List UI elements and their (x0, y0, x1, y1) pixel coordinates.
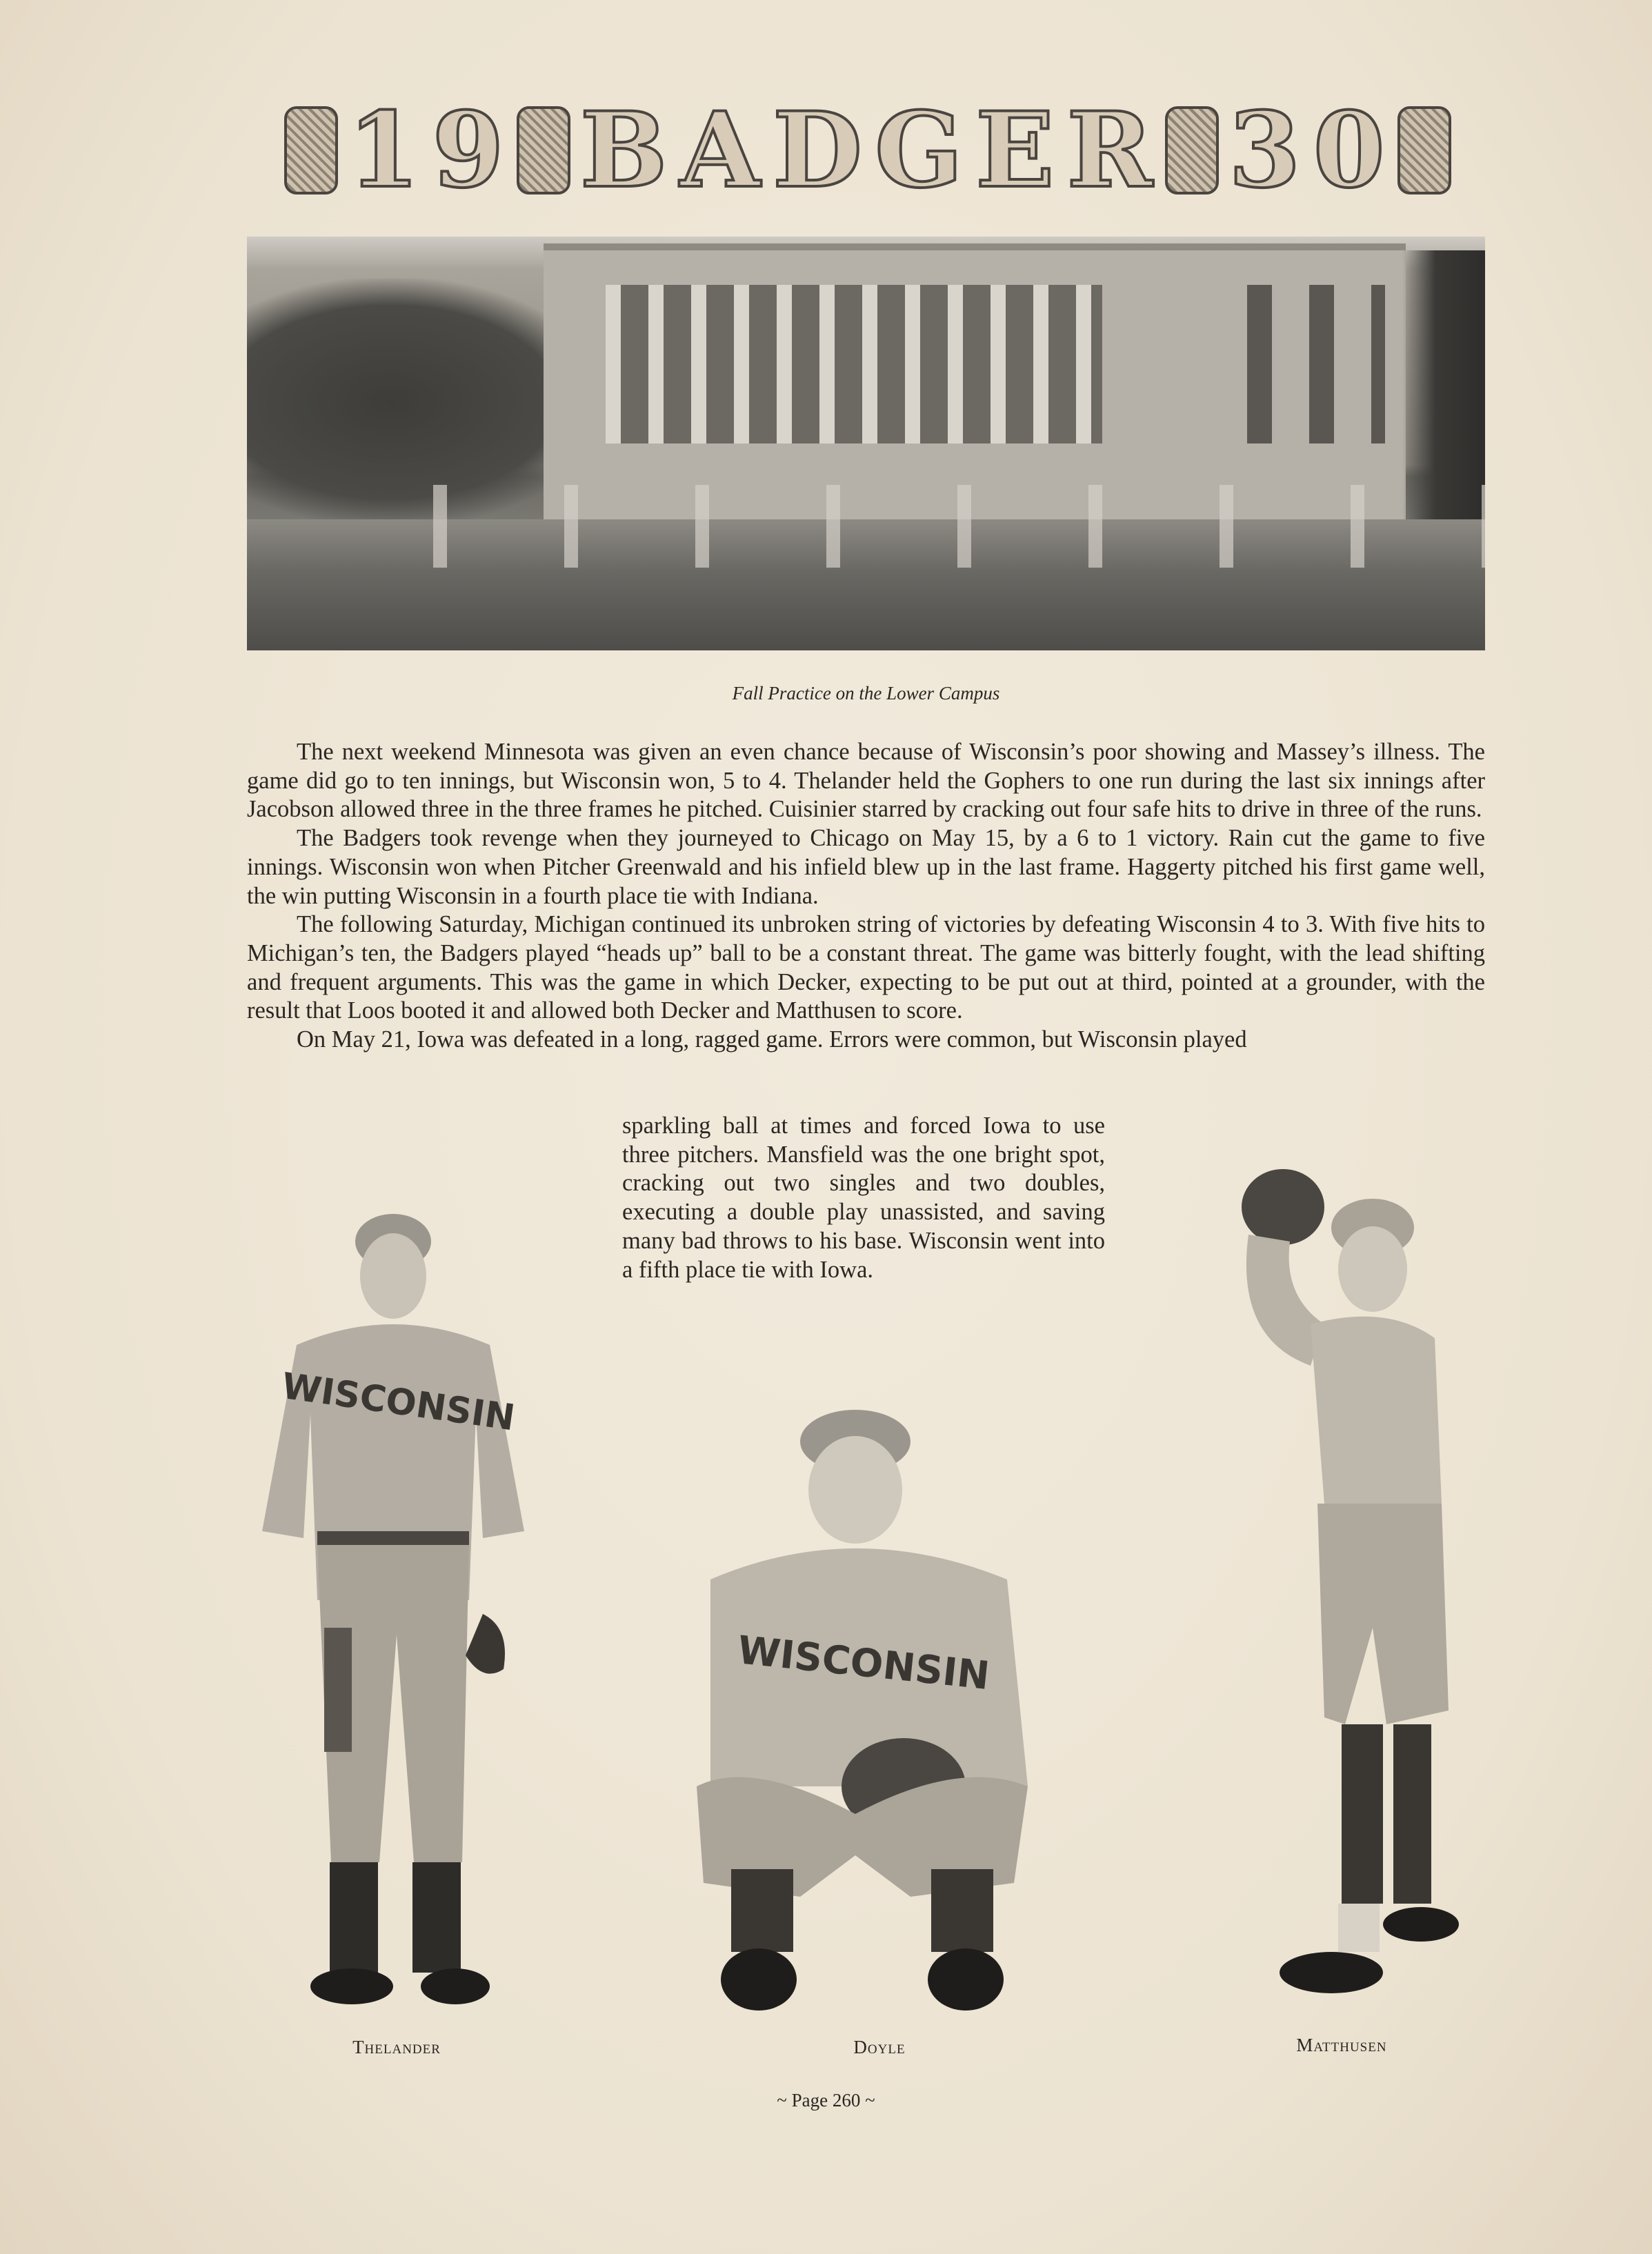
article-body (247, 738, 1485, 1055)
masthead-char: 1 (348, 90, 423, 211)
masthead-char: A (679, 90, 763, 211)
player-name-thelander: Thelander (352, 2037, 441, 2057)
jersey-lettering: WISCONSIN (735, 1628, 992, 1699)
jersey-lettering: WISCONSIN (279, 1365, 518, 1439)
masthead-char: 3 (1228, 90, 1304, 211)
photo-caption: Fall Practice on the Lower Campus (732, 683, 1000, 704)
player-photo-matthusen (1207, 1159, 1469, 2021)
ornament-icon (1397, 106, 1451, 195)
article-continuation: sparkling ball at times and forced Iowa to use three pitchers. Mansfield was the one bright spot, cracking out two singles and two doubles, executing a double play unassisted, and saving many bad throws to his base. Wisconsin went into a fifth place tie with Iowa. (622, 1113, 1105, 1283)
ornament-icon (1165, 106, 1219, 195)
campus-practice-photo (247, 237, 1485, 650)
practicing-players (357, 485, 1485, 568)
masthead-char: E (975, 90, 1057, 211)
paragraph: On May 21, Iowa was defeated in a long, ragged game. Errors were common, but Wisconsin played (297, 1026, 1247, 1053)
player-photo-doyle (683, 1400, 1042, 2028)
masthead-char: 0 (1313, 90, 1388, 211)
masthead-char: G (875, 90, 966, 211)
building-columns (606, 285, 1102, 443)
building-windows (1247, 285, 1385, 443)
page-number: ~ Page 260 ~ (777, 2090, 875, 2111)
player-name-matthusen: Matthusen (1296, 2035, 1387, 2055)
masthead-char: B (579, 90, 670, 211)
masthead-char: D (772, 90, 866, 211)
player-figure (255, 1186, 545, 2028)
player-name-doyle: Doyle (853, 2037, 906, 2057)
paragraph: The next weekend Minnesota was given an even chance because of Wisconsin’s poor showing and Massey’s illness. The game did go to ten innings, but Wisconsin won, 5 to 4. Thelander held the Gophers to one run during the last six innings after Jacobson allowed three in the three frames he pitched. Cuisinier starred by cracking out four safe hits to drive in three of the runs. (247, 739, 1485, 823)
player-photo-thelander (255, 1186, 545, 2028)
paragraph: The Badgers took revenge when they journeyed to Chicago on May 15, by a 6 to 1 victory. Rain cut the game to five innings. Wisconsin won when Pitcher Greenwald and his infield blew up in the last frame. Haggerty pitched his first game well, the win putting Wisconsin in a fourth place tie with Indiana. (247, 825, 1485, 909)
player-figure (683, 1400, 1042, 2028)
masthead-char: R (1066, 90, 1156, 211)
ornament-icon (284, 106, 338, 195)
badger-masthead (247, 90, 1489, 211)
masthead-char: 9 (432, 90, 507, 211)
paragraph: The following Saturday, Michigan continued its unbroken string of victories by defeating Wisconsin 4 to 3. With five hits to Michigan’s ten, the Badgers played “heads up” ball to be a constant threat. The game was bitterly fought, with the lead shifting and frequent arguments. This was the game in which Decker, expecting to be put out at third, pointed at a grounder, with the result that Loos booted it and allowed both Decker and Matthusen to score. (247, 911, 1485, 1024)
ornament-icon (517, 106, 570, 195)
player-figure (1207, 1159, 1469, 2021)
